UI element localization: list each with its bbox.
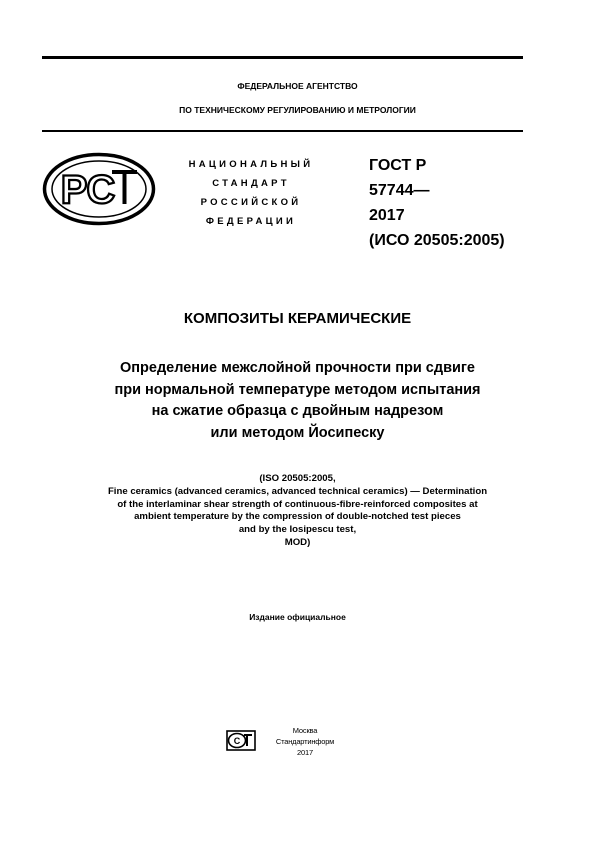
publisher-year: 2017 <box>297 748 313 757</box>
national-standard-line2: СТАНДАРТ <box>212 178 290 189</box>
subtitle-line3: на сжатие образца с двойным надрезом <box>151 403 444 419</box>
iso-reference-line5: and by the Iosipescu test, <box>238 524 357 536</box>
publisher-block <box>262 725 348 758</box>
subtitle-line2: при нормальной температуре методом испытания <box>114 381 481 398</box>
rst-certification-mark-icon <box>42 152 156 226</box>
agency-name-line2: ПО ТЕХНИЧЕСКОМУ РЕГУЛИРОВАНИЮ И МЕТРОЛОГИИ <box>179 105 416 115</box>
iso-reference-line1: (ISO 20505:2005, <box>259 473 336 484</box>
iso-reference-line6: MOD) <box>284 536 311 548</box>
national-standard-line3: РОССИЙСКОЙ <box>200 197 302 208</box>
svg-text:РС: РС <box>60 168 116 212</box>
designation-line3: 2017 <box>369 207 405 224</box>
agency-name-line1: ФЕДЕРАЛЬНОЕ АГЕНТСТВО <box>237 81 358 91</box>
designation-line4: (ИСО 20505:2005) <box>369 232 505 249</box>
national-standard-line4: ФЕДЕРАЦИИ <box>205 216 297 227</box>
document-subtitle <box>40 358 555 444</box>
subtitle-line4: или методом Йосипеску <box>210 424 385 441</box>
svg-text:С: С <box>233 736 241 746</box>
publisher-city: Москва <box>292 726 318 735</box>
document-title: КОМПОЗИТЫ КЕРАМИЧЕСКИЕ <box>183 310 412 327</box>
iso-reference <box>30 473 565 550</box>
official-edition-label: Издание официальное <box>249 612 346 622</box>
national-standard-line1: НАЦИОНАЛЬНЫЙ <box>188 159 314 170</box>
national-standard-label <box>176 155 326 231</box>
iso-reference-line4: ambient temperature by the compression of double-notched test pieces <box>134 511 461 523</box>
divider-rule <box>42 130 523 132</box>
publisher-name: Стандартинформ <box>275 737 335 746</box>
iso-reference-line2: Fine ceramics (advanced ceramics, advanced technical ceramics) — Determination <box>107 485 488 497</box>
top-rule <box>42 56 523 59</box>
iso-reference-line3: of the interlaminar shear strength of continuous-fibre-reinforced composites at <box>117 498 478 510</box>
designation-line2: 57744— <box>369 182 430 199</box>
standard-designation <box>369 153 505 253</box>
designation-line1: ГОСТ Р <box>369 157 427 174</box>
subtitle-line1: Определение межслойной прочности при сдвиге <box>120 360 475 376</box>
standartinform-logo-icon <box>226 730 256 751</box>
